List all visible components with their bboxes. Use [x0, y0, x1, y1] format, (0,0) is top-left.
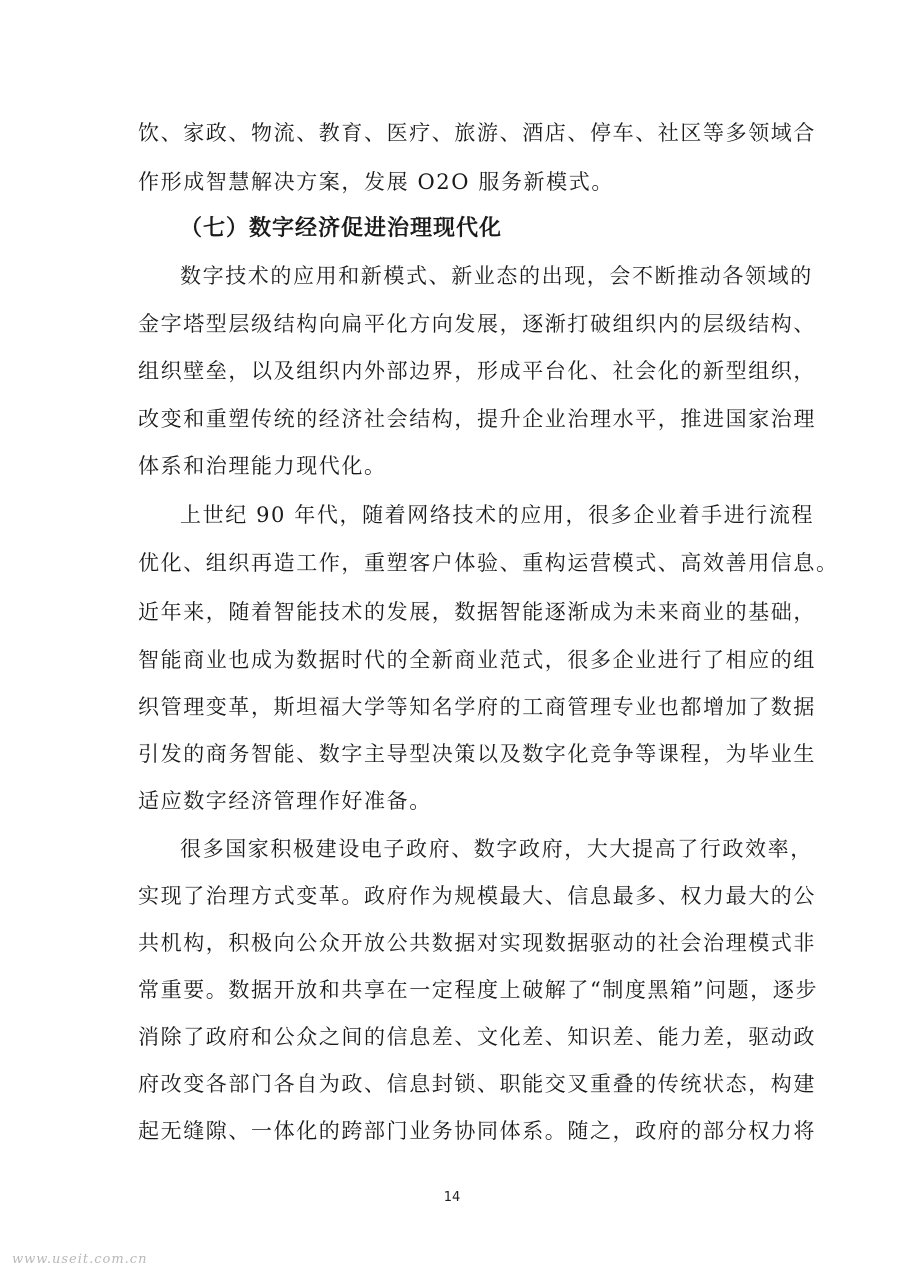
- body-text-line: 府改变各部门各自为政、信息封锁、职能交叉重叠的传统状态，构建: [138, 1072, 816, 1096]
- body-text-line: 改变和重塑传统的经济社会结构，提升企业治理水平，推进国家治理: [138, 407, 816, 431]
- watermark-logo: www.useit.com.cn: [12, 1252, 148, 1267]
- body-text-line: 适应数字经济管理作好准备。: [138, 789, 432, 813]
- body-text-line: 组织壁垒，以及组织内外部边界，形成平台化、社会化的新型组织，: [138, 359, 816, 383]
- body-text-line: 饮、家政、物流、教育、医疗、旅游、酒店、停车、社区等多领域合: [138, 121, 816, 145]
- body-text-line: 优化、组织再造工作，重塑客户体验、重构运营模式、高效善用信息。: [138, 551, 839, 575]
- body-text-line: 作形成智慧解决方案，发展 O2O 服务新模式。: [138, 170, 614, 194]
- body-text-line: 智能商业也成为数据时代的全新商业范式，很多企业进行了相应的组: [138, 648, 816, 672]
- paragraph-first-line: 上世纪 90 年代，随着网络技术的应用，很多企业着手进行流程: [180, 503, 815, 527]
- body-text-line: 实现了治理方式变革。政府作为规模最大、信息最多、权力最大的公: [138, 884, 816, 908]
- body-text-line: 共机构，积极向公众开放公共数据对实现数据驱动的社会治理模式非: [138, 931, 816, 955]
- paragraph-first-line: 很多国家积极建设电子政府、数字政府，大大提高了行政效率，: [180, 837, 813, 861]
- section-heading: （七）数字经济促进治理现代化: [180, 216, 503, 241]
- body-text-line: 引发的商务智能、数字主导型决策以及数字化竞争等课程，为毕业生: [138, 742, 816, 766]
- body-text-line: 体系和治理能力现代化。: [138, 454, 387, 478]
- body-text-line: 消除了政府和公众之间的信息差、文化差、知识差、能力差，驱动政: [138, 1025, 816, 1049]
- body-text-line: 常重要。数据开放和共享在一定程度上破解了“制度黑箱”问题，逐步: [138, 978, 819, 1002]
- body-text-line: 金字塔型层级结构向扁平化方向发展，逐渐打破组织内的层级结构、: [138, 312, 816, 336]
- body-text-line: 织管理变革，斯坦福大学等知名学府的工商管理专业也都增加了数据: [138, 695, 816, 719]
- paragraph-first-line: 数字技术的应用和新模式、新业态的出现，会不断推动各领域的: [180, 264, 813, 288]
- body-text-line: 近年来，随着智能技术的发展，数据智能逐渐成为未来商业的基础，: [138, 600, 816, 624]
- page-number: 14: [443, 1190, 461, 1205]
- body-text-line: 起无缝隙、一体化的跨部门业务协同体系。随之，政府的部分权力将: [138, 1119, 816, 1143]
